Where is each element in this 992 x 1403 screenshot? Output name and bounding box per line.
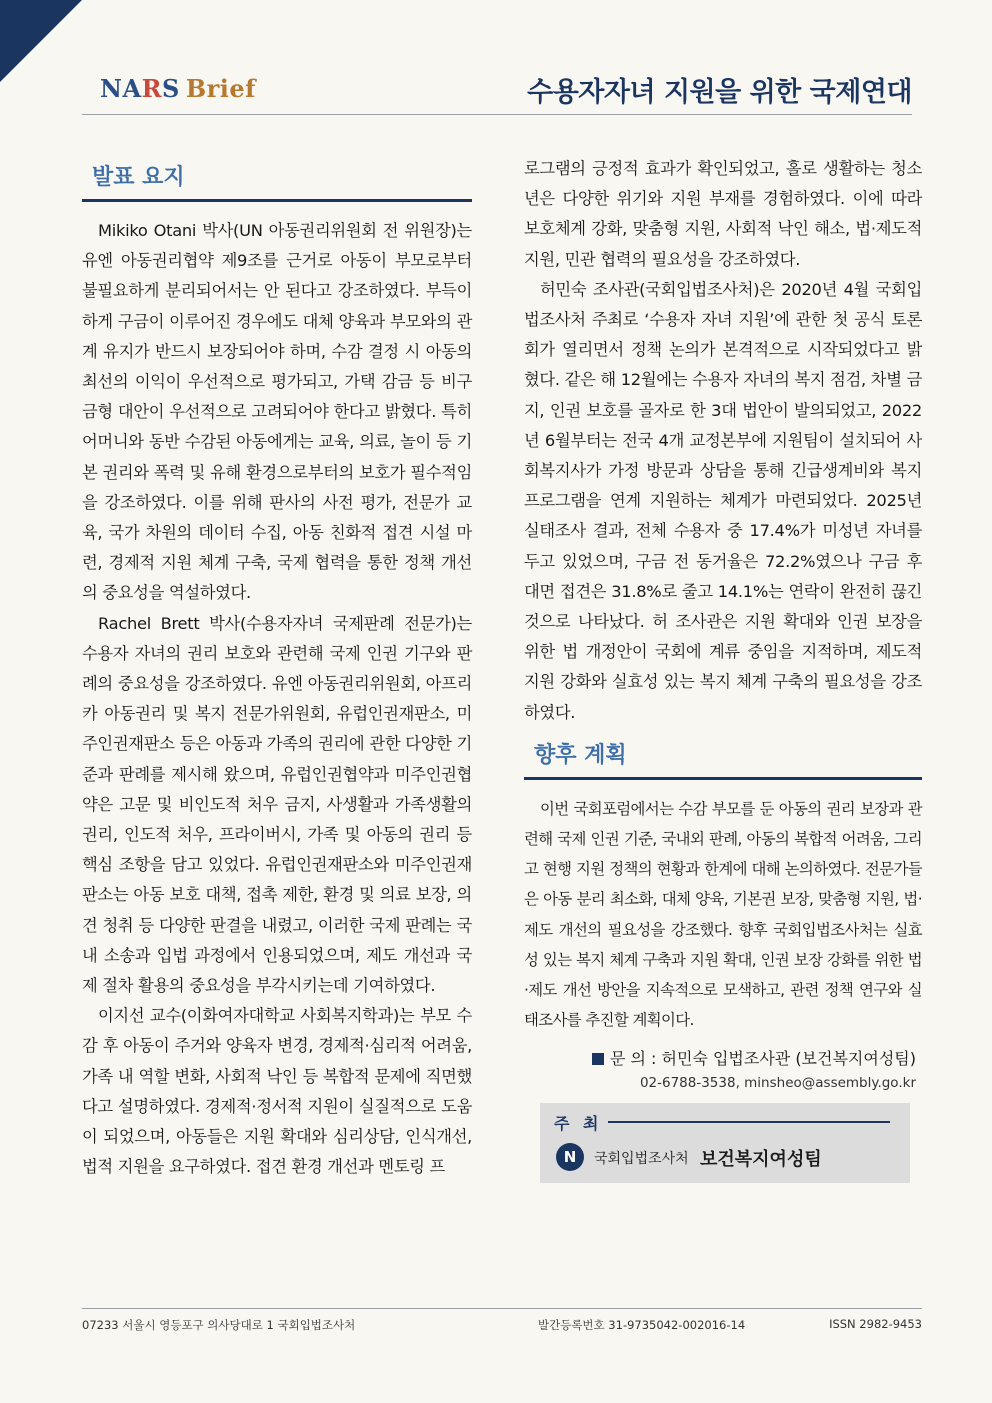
host-divider <box>608 1121 890 1123</box>
page-footer <box>82 1308 922 1332</box>
contact-info <box>524 1047 922 1095</box>
page-header <box>82 66 912 115</box>
host-org: 국회입법조사처 <box>594 1151 689 1168</box>
plan-paragraph: 이번 국회포럼에서는 수감 부모를 둔 아동의 권리 보장과 관련해 국제 인권 기준, 국내외 판례, 아동의 복합적 어려움, 그리고 현행 지원 정책의 현황과 한계에 대해 논의하였다. 전문가들은 아동 분리 최소화, 대체 양육, 기본권 보장, 맞춤형 지원, 법·제도 개선의 필요성을 강조했다. 향후 국회입법조사처는 실효성 있는 복지 체계 구축과 지원 확대, 인권 보장 강화를 위한 법·제도 개선 방안을 지속적으로 모색하고, 관련 정책 연구와 실태조사를 추진할 계획이다. <box>524 799 922 1030</box>
footer-issn: ISSN 2982-9453 <box>829 1317 922 1331</box>
footer-registration: 발간등록번호 31-9735042-002016-14 <box>538 1318 746 1332</box>
host-label: 주 최 <box>554 1114 603 1134</box>
corner-triangle <box>0 0 82 82</box>
left-column <box>82 150 472 1183</box>
summary-paragraph: 허민숙 조사관(국회입법조사처)은 2020년 4월 국회입법조사처 주최로 ‘수용자 자녀 지원’에 관한 첫 공식 토론회가 열리면서 정책 논의가 본격적으로 시작되었다고 밝혔다. 같은 해 12월에는 수용자 자녀의 복지 점검, 차별 금지, 인권 보호를 골자로 한 3대 법안이 발의되었고, 2022년 6월부터는 전국 4개 교정본부에 지원팀이 설치되어 사회복지사가 가정 방문과 상담을 통해 긴급생계비와 복지 프로그램을 연계 지원하는 체계가 마련되었다. 2025년 실태조사 결과, 전체 수용자 중 17.4%가 미성년 자녀를 두고 있었으며, 구금 전 동거율은 72.2%였으나 구금 후 대면 접견은 31.8%로 줄고 14.1%는 연락이 완전히 끊긴 것으로 나타났다. 허 조사관은 지원 확대와 인권 보장을 위한 법 개정안이 국회에 계류 중임을 지적하며, 제도적 지원 강화와 실효성 있는 복지 체계 구축의 필요성을 강조하였다. <box>524 279 922 722</box>
summary-heading: 발표 요지 <box>82 160 472 202</box>
plan-heading: 향후 계획 <box>524 738 922 780</box>
assembly-emblem-icon: N <box>556 1143 584 1171</box>
contact-line: 문 의 : 허민숙 입법조사관 (보건복지여성팀) <box>609 1049 916 1069</box>
summary-paragraph: Rachel Brett 박사(수용자자녀 국제판례 전문가)는 수용자 자녀의 권리 보호와 관련해 국제 인권 기구와 판례의 중요성을 강조하였다. 유엔 아동권리위원회, 아프리카 아동권리 및 복지 전문가위원회, 유럽인권재판소, 미주인권재판소 등은 아동과 가족의 권리에 관한 다양한 기준과 판례를 제시해 왔으며, 유럽인권협약과 미주인권협약은 고문 및 비인도적 처우 금지, 사생활과 가족생활의 권리, 인도적 처우, 프라이버시, 가족 및 아동의 권리 등 핵심 조항을 담고 있었다. 유럽인권재판소와 미주인권재판소는 아동 보호 대책, 접촉 제한, 환경 및 의료 보장, 의견 청취 등 다양한 판결을 내렸고, 이러한 국제 판례는 국내 소송과 입법 과정에서 인용되었으며, 제도 개선과 국제 절차 활용의 중요성을 부각시키는데 기여하였다. <box>82 613 472 996</box>
right-column <box>524 154 922 1183</box>
contact-phone-email: 02-6788-3538, minsheo@assembly.go.kr <box>639 1075 916 1092</box>
footer-address: 07233 서울시 영등포구 의사당대로 1 국회입법조사처 <box>82 1318 356 1332</box>
nars-brief-logo: NARS Brief <box>100 74 256 103</box>
summary-paragraph: 이지선 교수(이화여자대학교 사회복지학과)는 부모 수감 후 아동이 주거와 양육자 변경, 경제적·심리적 어려움, 가족 내 역할 변화, 사회적 낙인 등 복합적 문제에 직면했다고 설명하였다. 경제적·정서적 지원이 실질적으로 도움이 되었으며, 아동들은 지원 확대와 심리상담, 인식개선, 법적 지원을 요구하였다. 접견 환경 개선과 멘토링 프 <box>82 1006 472 1177</box>
summary-paragraph: Mikiko Otani 박사(UN 아동권리위원회 전 위원장)는 유엔 아동권리협약 제9조를 근거로 아동이 부모로부터 불필요하게 분리되어서는 안 된다고 강조하였다. 부득이하게 구금이 이루어진 경우에도 대체 양육과 부모와의 관계 유지가 반드시 보장되어야 하며, 수감 결정 시 아동의 최선의 이익이 우선적으로 평가되고, 가택 감금 등 비구금형 대안이 우선적으로 고려되어야 한다고 밝혔다. 특히 어머니와 동반 수감된 아동에게는 교육, 의료, 놀이 등 기본 권리와 폭력 및 유해 환경으로부터의 보호가 필수적임을 강조하였다. 이를 위해 판사의 사전 평가, 전문가 교육, 국가 차원의 데이터 수집, 아동 친화적 접견 시설 마련, 경제적 지원 체계 구축, 국제 협력을 통한 정책 개선의 중요성을 역설하였다. <box>82 221 472 603</box>
square-bullet-icon <box>592 1053 604 1065</box>
host-box <box>540 1103 910 1183</box>
host-team: 보건복지여성팀 <box>700 1149 822 1171</box>
page-title: 수용자자녀 지원을 위한 국제연대 <box>527 77 912 108</box>
summary-paragraph-continued: 로그램의 긍정적 효과가 확인되었고, 홀로 생활하는 청소년은 다양한 위기와 지원 부재를 경험하였다. 이에 따라 보호체계 강화, 맞춤형 지원, 사회적 낙인 해소, 법·제도적 지원, 민관 협력의 필요성을 강조하였다. <box>524 159 922 269</box>
